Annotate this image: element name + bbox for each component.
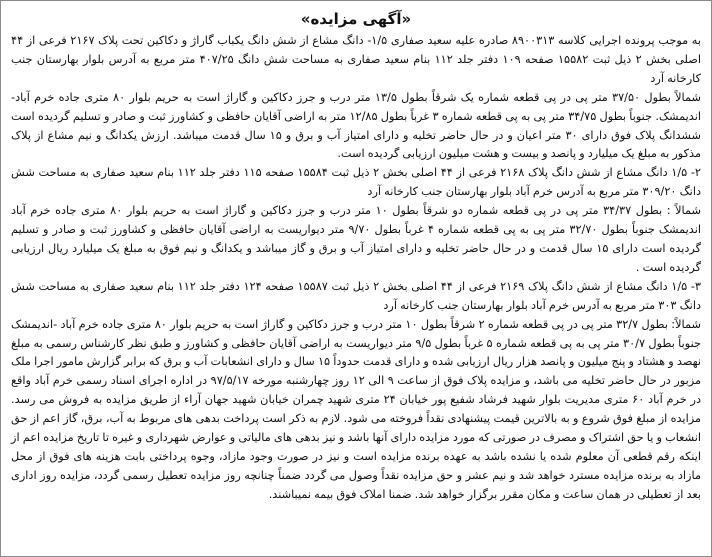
notice-paragraph-boundaries-2: شمالاً : بطول ۳۴/۳۷ متر پی در پی قطعه شماره دو شرقاً بطول ۱۰ متر درب و جرز دکاکین و گاراژ است به حریم بلوار ۸۰ متری جاده خرم آباد اندیمشک جنوباً بطول ۳۲/۷۰ متر پی به پی قطعه شماره ۴ غرباً بطول ۹/۷۰ متر دیواریست به اراضی آقایان حافظی و کشاورز ثبت و صادر و تسلیم گردیده است دارای ۱۵ سال قدمت و در حال حاضر تخلیه و دارای امتیاز آب و برق و گاز میباشد و یکدانگ و نیم فوق به مبلغ یک میلیارد ریال ارزیابی گردیده است . — [11, 204, 701, 274]
notice-title: «آگهی مزایده» — [300, 10, 412, 28]
notice-paragraph-boundaries-3-and-terms: شمالاً: بطول ۳۲/۷ متر پی در پی قطعه شماره ۲ شرقاً بطول ۱۰ متر درب و جرز دکاکین و گاراژ است به حریم بلوار ۸۰ متری جاده خرم آباد -اندیمشک جنوباً بطول ۳۰/۷ متر پی به پی قطعه شماره ۵ غرباً بطول ۹/۵ متر دیواریست به اراضی آقایان حافظی و کشاورز و طبق نظر کارشناس رسمی به مبلغ نهصد و هشتاد و پنج میلیون و پانصد هزار ریال ارزیابی شده و دارای قدمت حدوداً ۱۵ سال و دارای انشعابات آب و برق که برابر گزارش مامور اجرا ملک مزبور در حال حاضر تخلیه می باشد، و مزایده پلاک فوق از ساعت ۹ الی ۱۲ روز چهارشنبه مورخه ۹۷/۵/۱۷ در اداره اجرای اسناد رسمی خرم آباد واقع در خرم آباد ۶۰ متری مدیریت بلوار شهید فرشاد شفیع پور خیابان ۲۴ متری شهید چمران خیابان شهید جهان آراء از طریق مزایده به فروش می رسد. مزایده از مبلغ فوق شروع و به بالاترین قیمت پیشنهادی نقداً فروخته می شود. لازم به ذکر است پرداخت بدهی های مربوط به آب، برق، گاز اعم از حق انشعاب و یا حق اشتراک و مصرف در صورتی که مورد مزایده دارای آنها باشد و نیز بدهی های مالیاتی و عوارض شهرداری و غیره تا تاریخ مزایده اعم از اینکه رقم قطعی آن معلوم شده یا نشده باشد به عهده برنده مزایده است و نیز در صورت وجود مازاد، وجوه پرداختی بابت هزینه های فوق از محل مازاد به برنده مزایده مسترد خواهد شد و نیم عشر و حق مزایده نقداً وصول می گردد ضمناً چنانچه روز مزایده تعطیل رسمی گردد، مزایده روز اداری بعد از تعطیلی در همان ساعت و مکان مقرر برگزار خواهد شد. ضمنا املاک فوق بیمه نمیباشند. — [11, 317, 702, 501]
notice-paragraph-property-3: ۳- ۱/۵ دانگ مشاع از شش دانگ پلاک ۲۱۶۹ فرعی از ۴۴ اصلی بخش ۲ ذیل ثبت ۱۵۵۸۷ صفحه ۱۲۴ دفتر جلد ۱۱۲ بنام سعید صفاری به مساحت شش دانگ ۳۰۳ متر مربع به آدرس خرم آباد بلوار بهارستان جنب کارخانه آرد — [11, 279, 701, 312]
notice-paragraph-property-2: ۲- ۱/۵ دانگ مشاع از شش دانگ پلاک ۲۱۶۸ فرعی از ۴۴ اصلی بخش ۲ ذیل ثبت ۱۵۵۸۴ صفحه ۱۱۵ دفتر جلد ۱۱۲ بنام سعید صفاری به مساحت شش دانگ ۳۰۹/۲۰ متر مربع به آدرس خرم آباد بلوار بهارستان جنب کارخانه آرد — [11, 166, 701, 199]
notice-body — [11, 32, 701, 505]
notice-paragraph-property-1: به موجب پرونده اجرایی کلاسه ۸۹۰۰۳۱۳ صادره علیه سعید صفاری ۱/۵- دانگ مشاع از شش دانگ یکباب گاراژ و دکاکین تحت پلاک ۲۱۶۷ فرعی از ۴۴ اصلی بخش ۲ ذیل ثبت ۱۵۵۸۲ صفحه ۱۰۹ دفتر جلد ۱۱۲ بنام سعید صفاری به مساحت شش دانگ ۴۰۷/۲۵ متر مربع به آدرس بلوار بهارستان جنب کارخانه آرد — [11, 34, 702, 85]
notice-paragraph-boundaries-1: شمالاً بطول ۳۷/۵۰ متر پی در پی قطعه شماره یک شرقاً بطول ۱۳/۵ متر درب و جرز دکاکین و گاراژ است به حریم بلوار ۸۰ متری جاده خرم آباد- اندیمشک. جنوباً بطول ۳۴/۷۵ متر پی به پی قطعه شماره ۳ غرباً بطول ۱۲/۸۵ متر به اراضی آقایان حافظی و کشاورز ثبت و صادر و تسلیم گردیده است ششدانگ پلاک فوق دارای ۳۰ متر اعیان و در حال حاضر تخلیه و دارای امتیاز آب و برق و ۱۵ سال قدمت میباشد. ارزش یکدانگ و نیم مشاع از پلاک مذکور به مبلغ یک میلیارد و پانصد و بیست و هشت میلیون ارزیابی گردیده است. — [11, 90, 701, 161]
